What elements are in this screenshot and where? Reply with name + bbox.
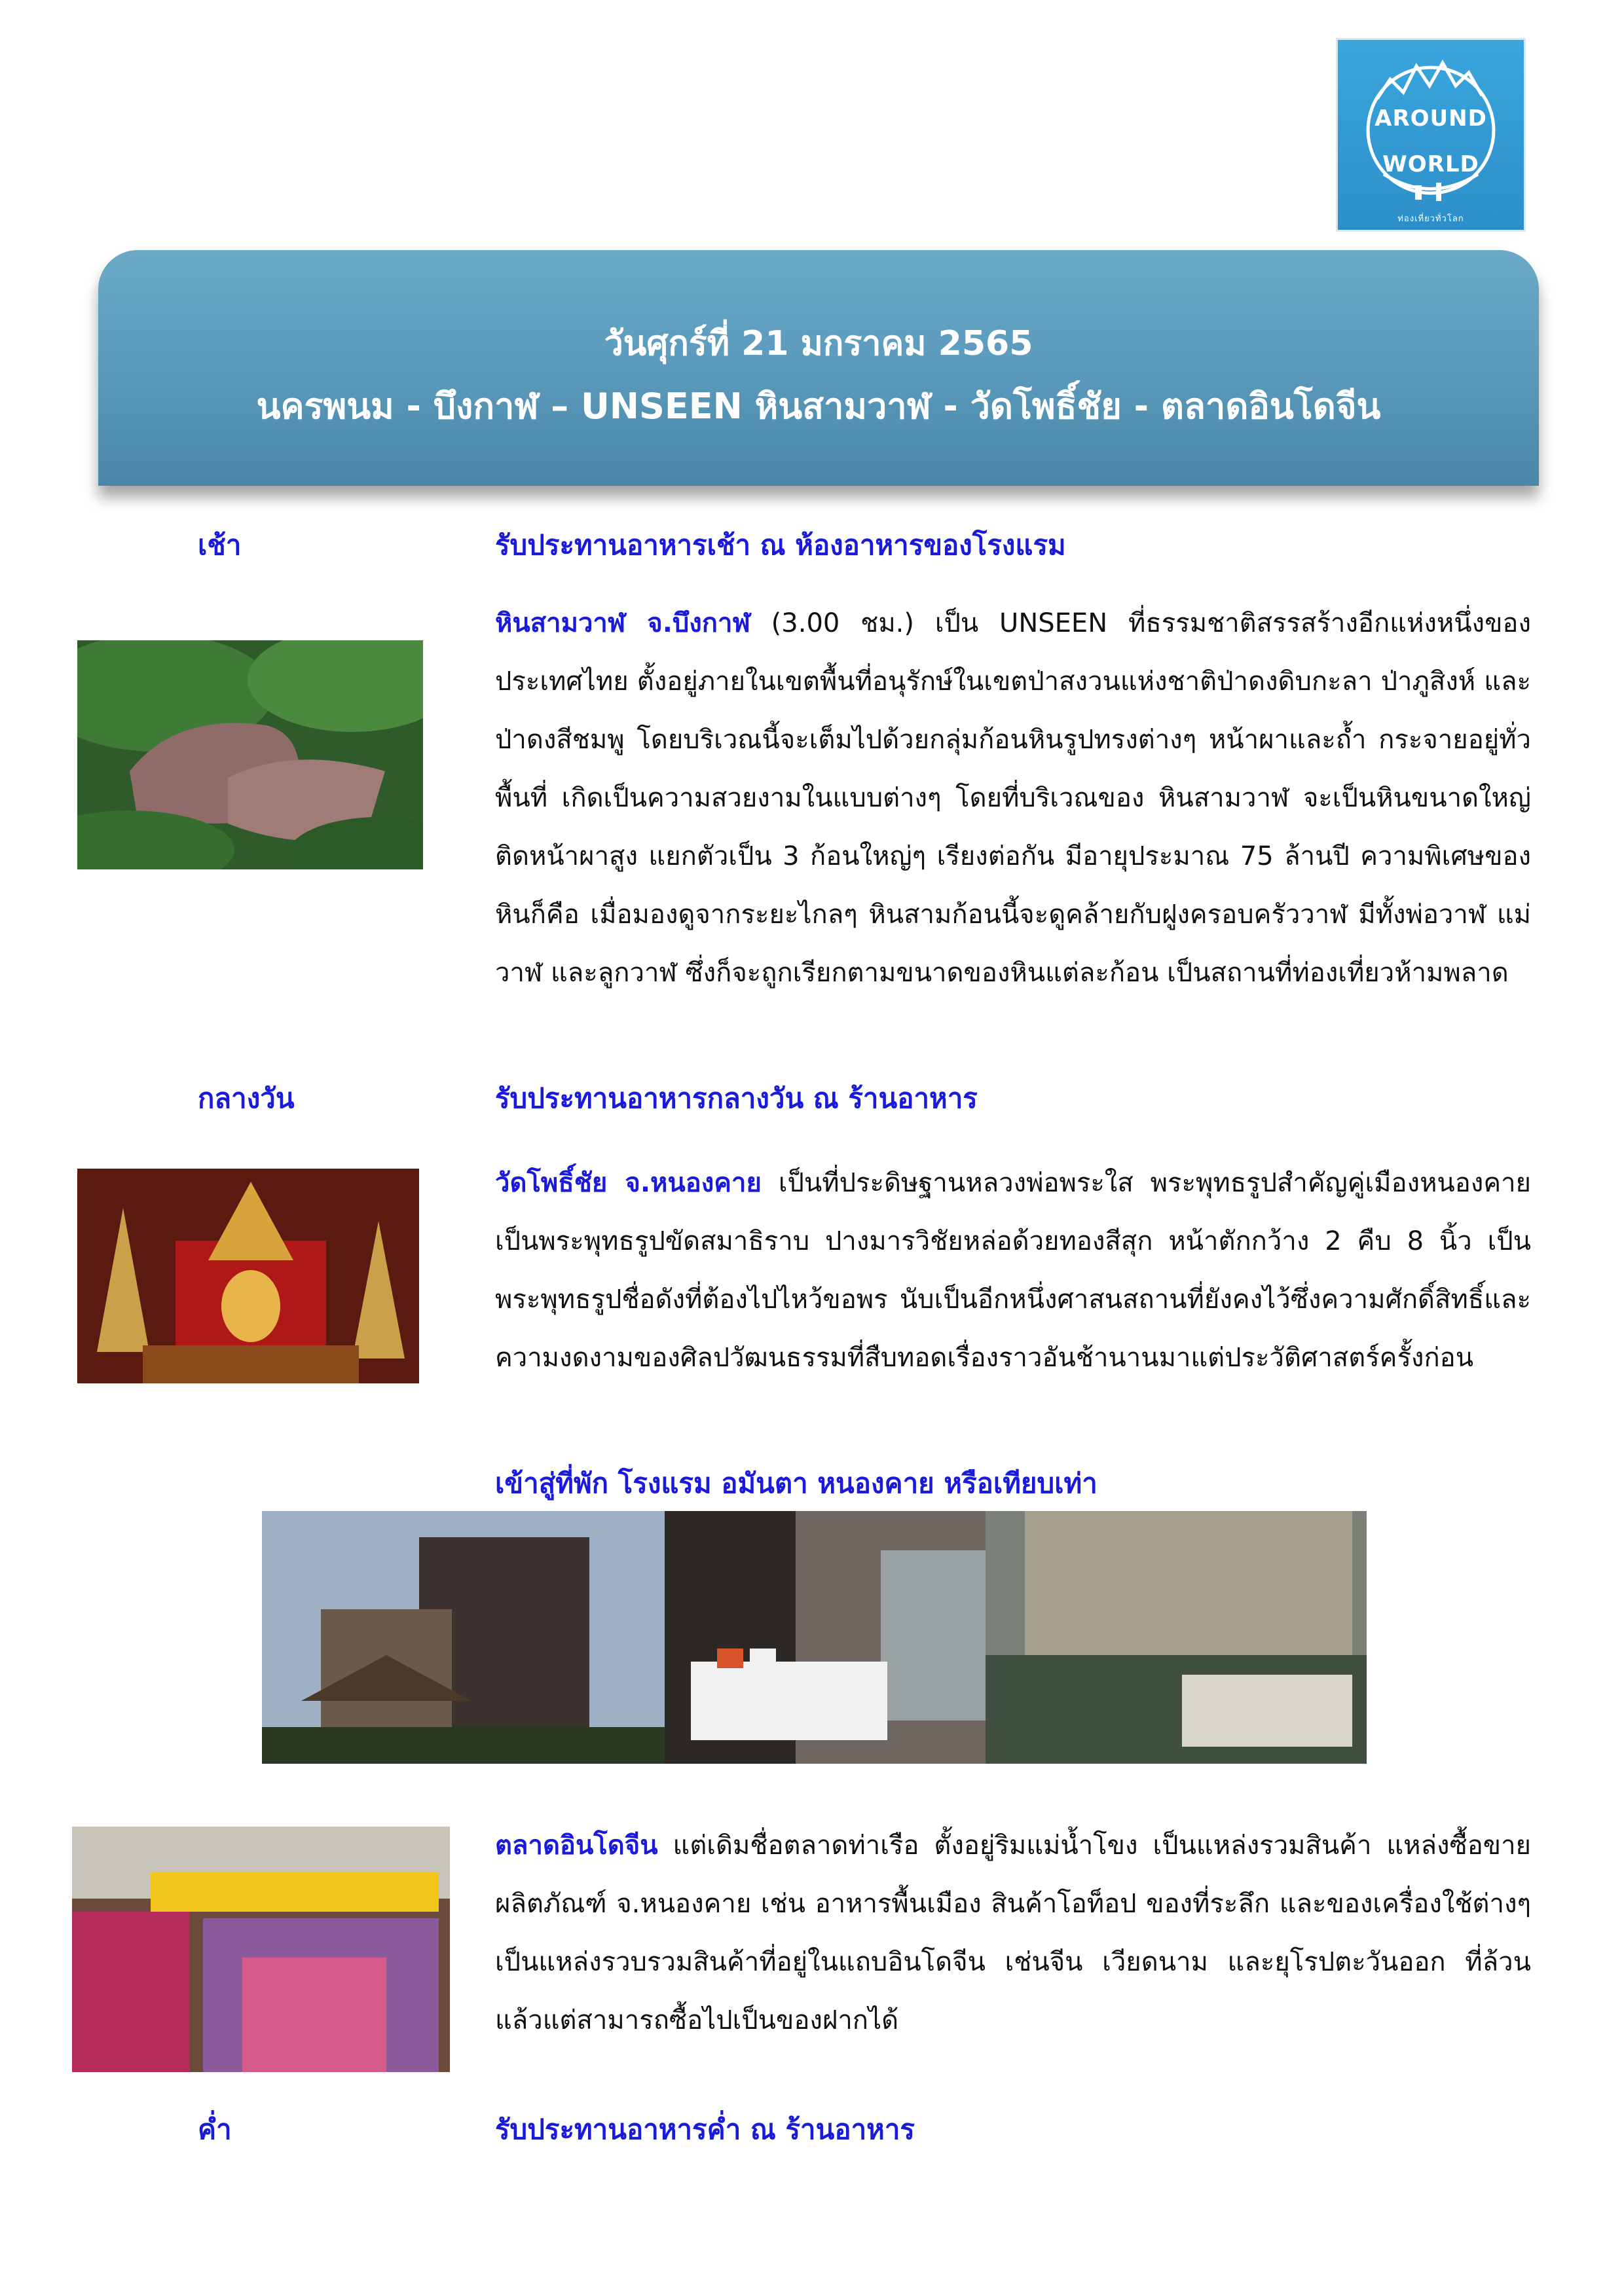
day-date: วันศุกร์ที่ 21 มกราคม 2565 — [604, 324, 1033, 363]
lunch-text: รับประทานอาหารกลางวัน ณ ร้านอาหาร — [495, 1082, 978, 1114]
indochina-market-photo — [72, 1827, 450, 2072]
breakfast-label: เช้า — [198, 529, 242, 561]
logo-line-1: AROUND — [1375, 105, 1487, 132]
hin-sam-waan-title: หินสามวาฬ จ.บึงกาฬ — [495, 608, 750, 638]
around-the-world-logo — [1336, 38, 1526, 232]
wat-pho-chai-title: วัดโพธิ์ชัย จ.หนองคาย — [495, 1168, 762, 1198]
hin-sam-waan-description — [495, 594, 1531, 1002]
logo-line-2: WORLD — [1382, 151, 1479, 177]
logo-tagline: ท่องเที่ยวทั่วโลก — [1397, 214, 1464, 224]
day-header-banner — [98, 250, 1539, 486]
wat-pho-chai-body: เป็นที่ประดิษฐานหลวงพ่อพระใส พระพุทธรูปสำคัญคู่เมืองหนองคาย เป็นพระพุทธรูปขัดสมาธิราบ ปางมารวิชัยหล่อด้วยทองสีสุก หน้าตักกว้าง 2 คืบ 8 นิ้ว เป็นพระพุทธรูปชื่อดังที่ต้องไปไหว้ขอพร นับเป็นอีกหนึ่งศาสนสถานที่ยังคงไว้ซึ่งความศักดิ์สิทธิ์และความงดงามของศิลปวัฒนธรรมที่สืบทอดเรื่องราวอันช้านานมาแต่ประวัติศาสตร์ครั้งก่อน — [495, 1168, 1531, 1373]
globe-icon — [1338, 40, 1524, 230]
indochina-market-title: ตลาดอินโดจีน — [495, 1831, 658, 1861]
hotel-room-photo — [665, 1511, 986, 1764]
hin-sam-waan-photo — [77, 640, 423, 869]
indochina-market-body: แต่เดิมชื่อตลาดท่าเรือ ตั้งอยู่ริมแม่น้ำโขง เป็นแหล่งรวมสินค้า แหล่งซื้อขายผลิตภัณฑ์ จ.หนองคาย เช่น อาหารพื้นเมือง สินค้าโอท็อป ของที่ระลึก และของเครื่องใช้ต่างๆ เป็นแหล่งรวบรวมสินค้าที่อยู่ในแถบอินโดจีน เช่นจีน เวียดนาม และยุโรปตะวันออก ที่ล้วนแล้วแต่สามารถซื้อไปเป็นของฝากได้ — [495, 1831, 1531, 2035]
dinner-text: รับประทานอาหารค่ำ ณ ร้านอาหาร — [495, 2113, 915, 2145]
dinner-label: ค่ำ — [198, 2113, 232, 2145]
wat-pho-chai-description — [495, 1154, 1531, 1387]
lunch-label: กลางวัน — [198, 1082, 295, 1114]
hotel-restaurant-photo — [986, 1511, 1367, 1764]
day-route: นครพนม - บึงกาฬ – UNSEEN หินสามวาฬ - วัดโพธิ์ชัย - ตลาดอินโดจีน — [256, 386, 1381, 427]
wat-pho-chai-photo — [77, 1169, 419, 1383]
hotel-text: เข้าสู่ที่พัก โรงแรม อมันตา หนองคาย หรือเทียบเท่า — [495, 1467, 1098, 1499]
hotel-exterior-photo — [262, 1511, 665, 1764]
breakfast-text: รับประทานอาหารเช้า ณ ห้องอาหารของโรงแรม — [495, 529, 1066, 561]
indochina-market-description — [495, 1817, 1531, 2050]
hin-sam-waan-body: (3.00 ชม.) เป็น UNSEEN ที่ธรรมชาติสรรสร้างอีกแห่งหนึ่งของประเทศไทย ตั้งอยู่ภายในเขตพื้นที่อนุรักษ์ในเขตป่าสงวนแห่งชาติป่าดงดิบกะลา ป่าภูสิงห์ และป่าดงสีชมพู โดยบริเวณนี้จะเต็มไปด้วยกลุ่มก้อนหินรูปทรงต่างๆ หน้าผาและถ้ำ กระจายอยู่ทั่วพื้นที่ เกิดเป็นความสวยงามในแบบต่างๆ โดยที่บริเวณของ หินสามวาฬ จะเป็นหินขนาดใหญ่ติดหน้าผาสูง แยกตัวเป็น 3 ก้อนใหญ่ๆ เรียงต่อกัน มีอายุประมาณ 75 ล้านปี ความพิเศษของหินก็คือ เมื่อมองดูจากระยะไกลๆ หินสามก้อนนี้จะดูคล้ายกับฝูงครอบครัววาฬ มีทั้งพ่อวาฬ แม่วาฬ และลูกวาฬ ซึ่งก็จะถูกเรียกตามขนาดของหินแต่ละก้อน เป็นสถานที่ท่องเที่ยวห้ามพลาด — [495, 608, 1531, 988]
